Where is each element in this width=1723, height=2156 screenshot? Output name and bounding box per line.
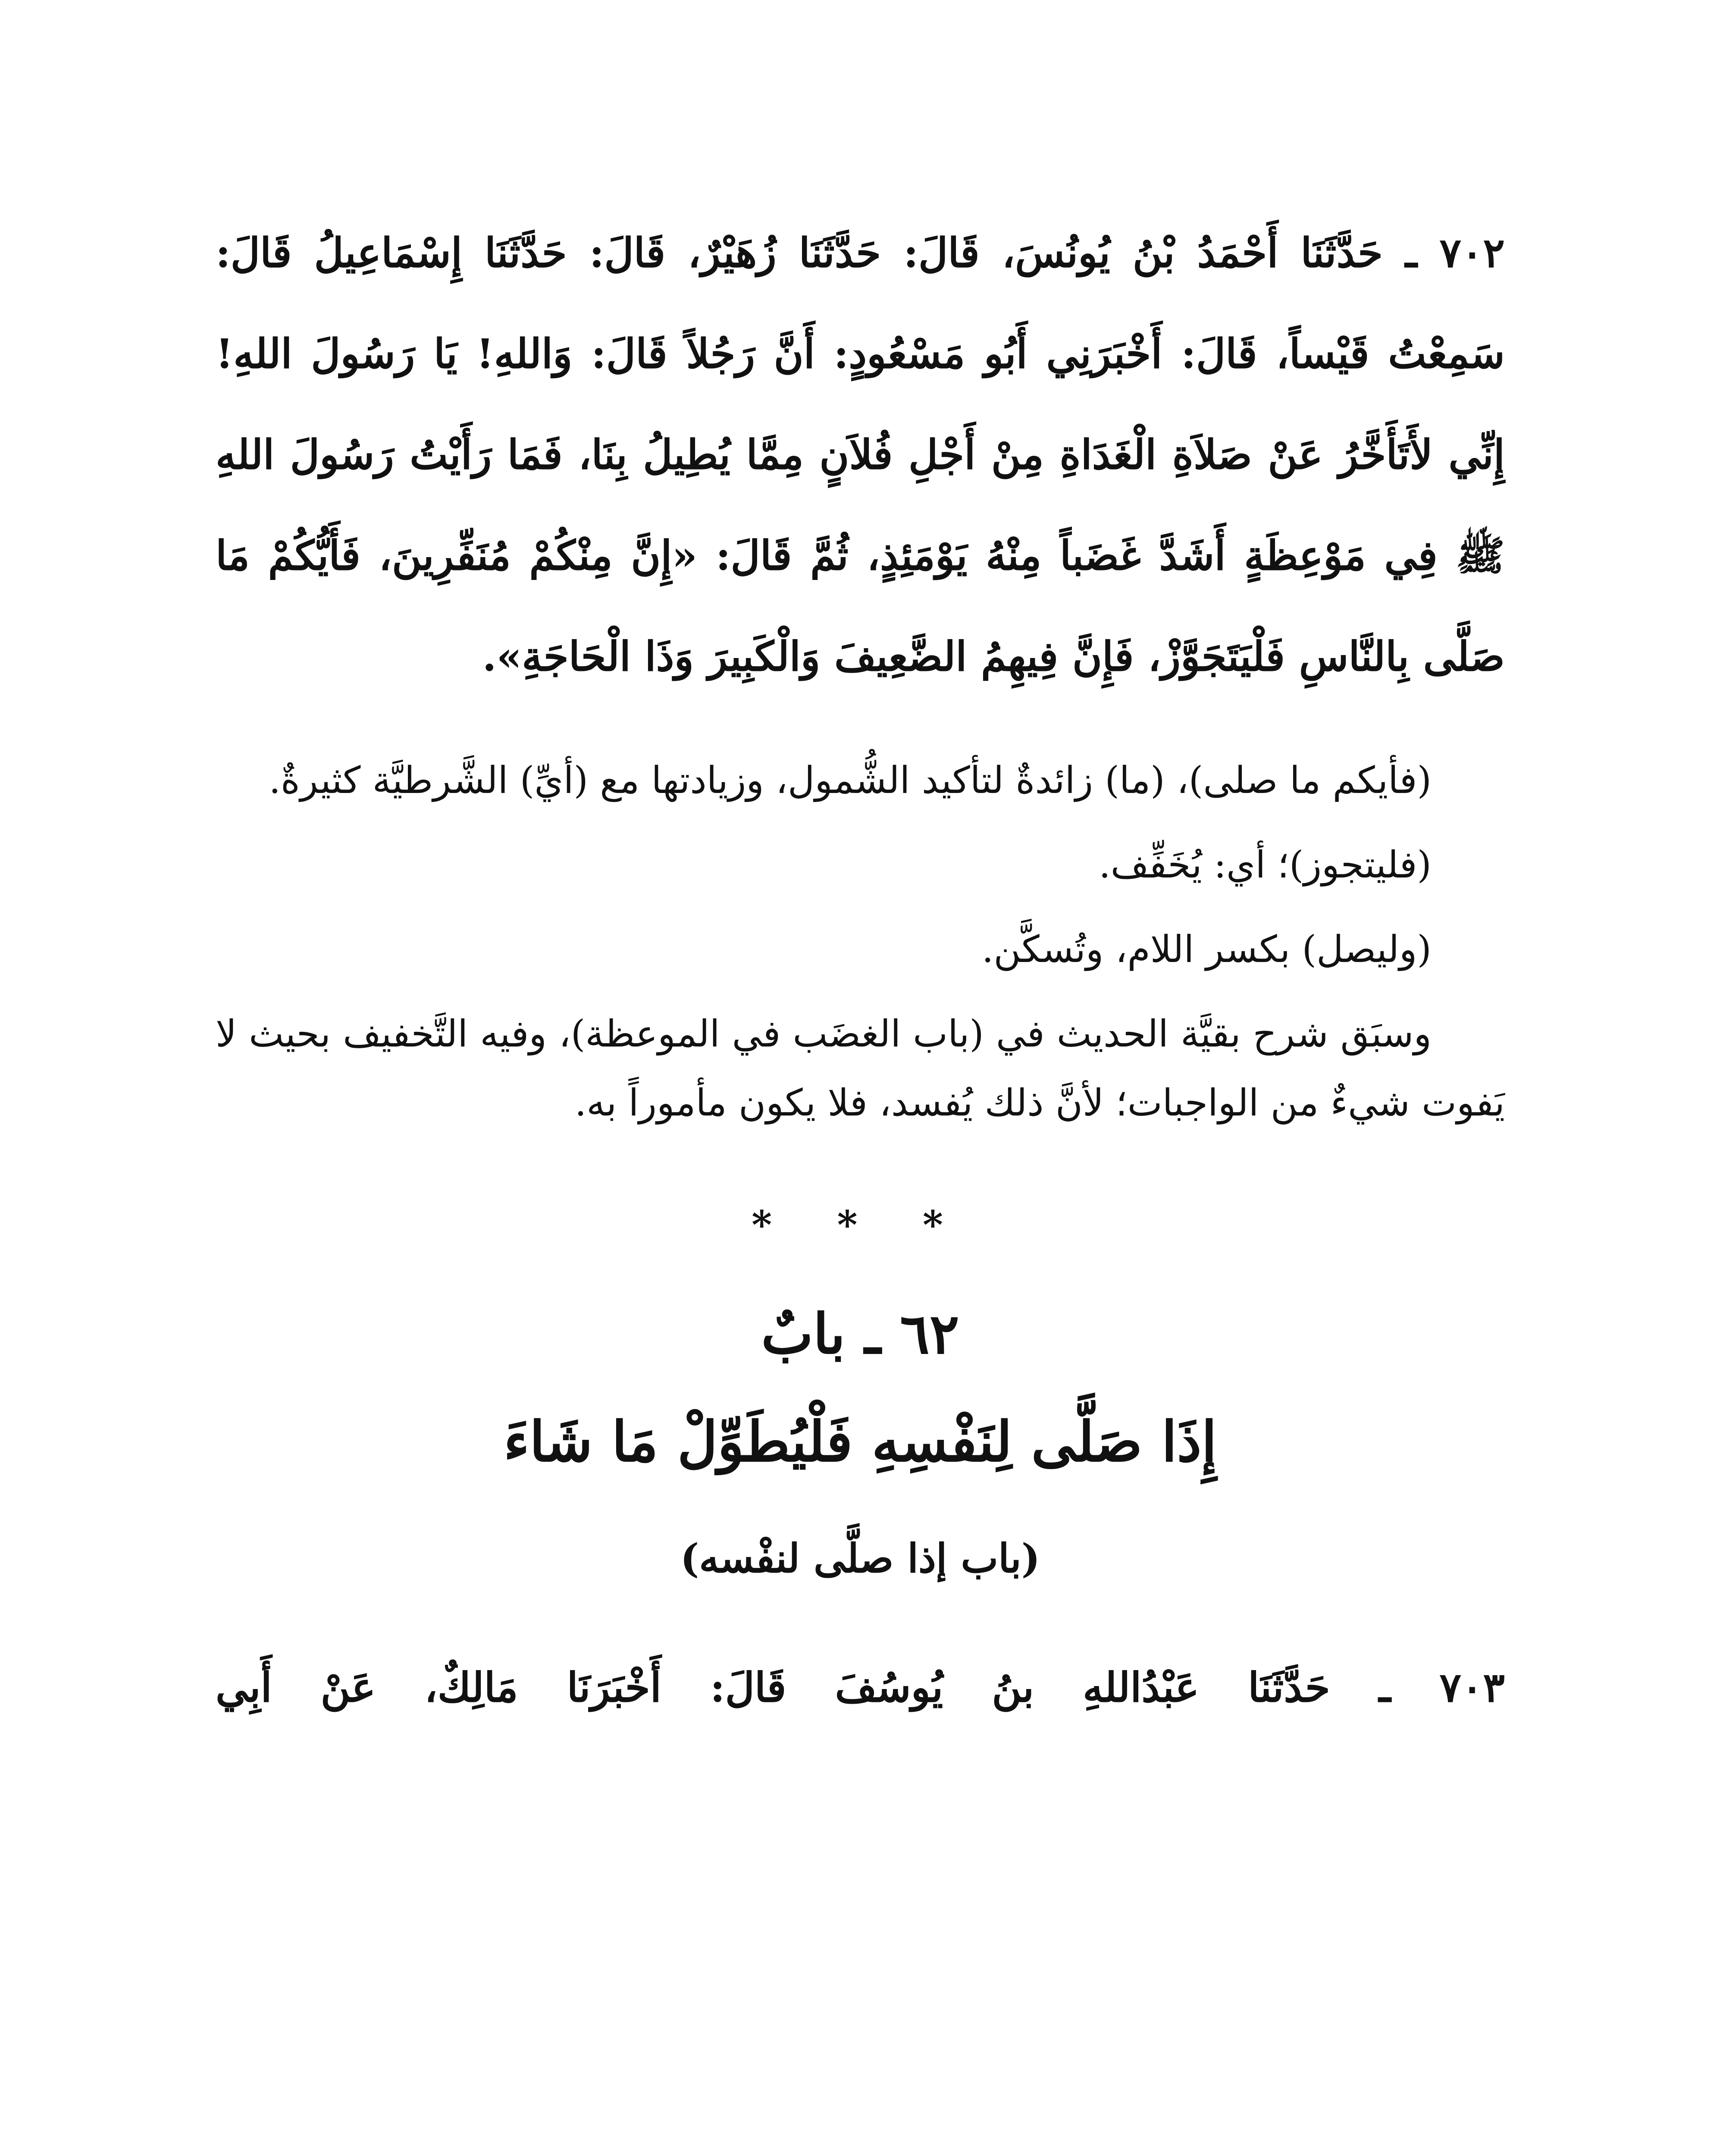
- hadith-702-text: ٧٠٢ ـ حَدَّثَنَا أَحْمَدُ بْنُ يُونُسَ، قَالَ: حَدَّثَنَا زُهَيْرٌ، قَالَ: حَدَّثَنَا إِسْمَاعِيلُ قَالَ: سَمِعْتُ قَيْساً، قَالَ: أَخْبَرَنِي أَبُو مَسْعُودٍ: أَنَّ رَجُلاً قَالَ: وَاللهِ! يَا رَسُولَ اللهِ! إِنِّي لأَتَأَخَّرُ عَنْ صَلاَةِ الْغَدَاةِ مِنْ أَجْلِ فُلاَنٍ مِمَّا يُطِيلُ بِنَا، فَمَا رَأَيْتُ رَسُولَ اللهِ ﷺ فِي مَوْعِظَةٍ أَشَدَّ غَضَباً مِنْهُ يَوْمَئِذٍ، ثُمَّ قَالَ: «إِنَّ مِنْكُمْ مُنَفِّرِينَ، فَأَيُّكُمْ مَا صَلَّى بِالنَّاسِ فَلْيَتَجَوَّزْ، فَإِنَّ فِيهِمُ الضَّعِيفَ وَالْكَبِيرَ وَذَا الْحَاجَةِ».: [216, 229, 1505, 680]
- commentary-paragraph-2: (فليتجوز)؛ أي: يُخَفِّف.: [1099, 843, 1432, 887]
- commentary-paragraph-3: (وليصل) بكسر اللام، وتُسكَّن.: [981, 928, 1432, 971]
- chapter-number: ٦٢ ـ بابٌ: [761, 1302, 959, 1366]
- commentary-paragraph-1: (فأيكم ما صلى)، (ما) زائدةٌ لتأكيد الشُّمول، وزيادتها مع (أيِّ) الشَّرطيَّة كثيرةٌ.: [269, 759, 1432, 802]
- section-separator: * * *: [752, 1202, 969, 1248]
- commentary-section: [216, 746, 1505, 1138]
- chapter-title: إِذَا صَلَّى لِنَفْسِهِ فَلْيُطَوِّلْ مَا شَاءَ: [503, 1410, 1217, 1474]
- commentary-paragraph-4: وسبَق شرح بقيَّة الحديث في (باب الغضَب في الموعظة)، وفيه التَّخفيف بحيث لا يَفوت شيءٌ من الواجبات؛ لأنَّ ذلك يُفسد، فلا يكون مأموراً به.: [216, 1012, 1505, 1125]
- chapter-subtitle: (باب إذا صلَّى لنفْسه): [680, 1535, 1040, 1582]
- hadith-703-text: ٧٠٣ ـ حَدَّثَنَا عَبْدُاللهِ بنُ يُوسُفَ قَالَ: أَخْبَرَنَا مَالِكٌ، عَنْ أَبِي: [216, 1664, 1505, 1711]
- book-page: [216, 203, 1505, 2156]
